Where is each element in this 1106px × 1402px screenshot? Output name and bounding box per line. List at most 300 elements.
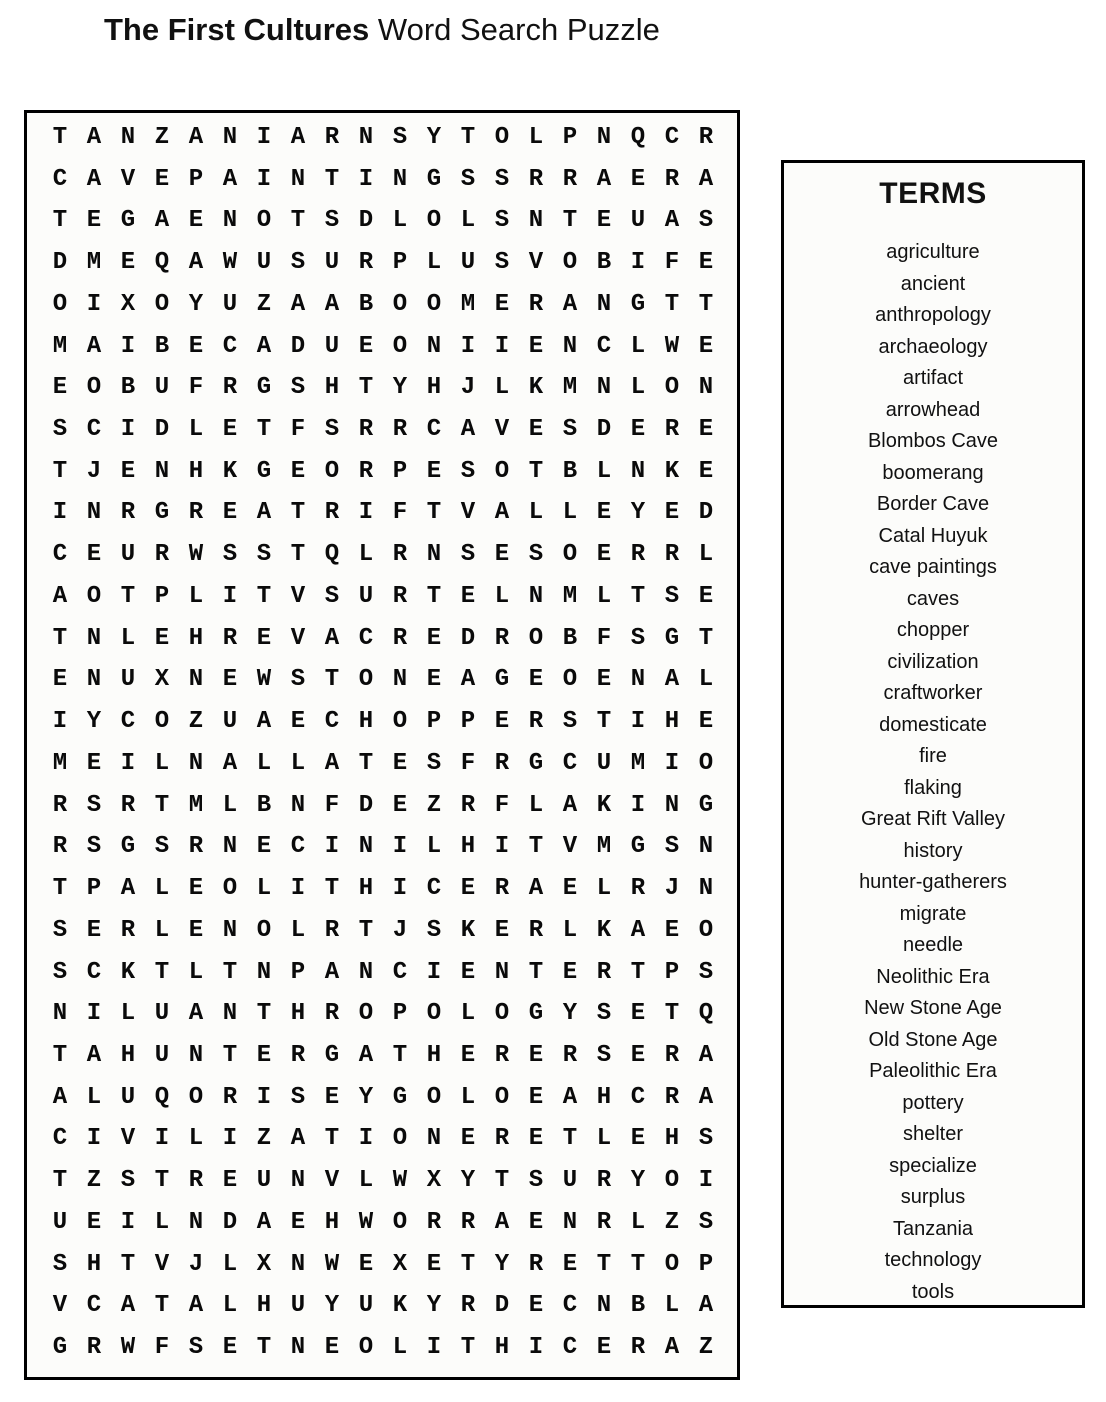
grid-cell: U	[222, 290, 238, 318]
grid-cell: H	[324, 374, 340, 402]
grid-cell: E	[528, 1083, 544, 1111]
grid-cell: B	[562, 624, 578, 652]
grid-cell: M	[596, 833, 612, 861]
grid-row	[43, 576, 723, 618]
grid-cell: I	[154, 1125, 170, 1153]
grid-row	[43, 1077, 723, 1119]
grid-cell: S	[52, 958, 68, 986]
grid-cell: E	[358, 1250, 374, 1278]
grid-cell: Y	[188, 290, 204, 318]
grid-cell: E	[290, 457, 306, 485]
letter-grid	[24, 110, 740, 1380]
grid-cell: E	[154, 624, 170, 652]
grid-cell: T	[154, 791, 170, 819]
grid-cell: S	[596, 1000, 612, 1028]
grid-cell: L	[86, 1083, 102, 1111]
grid-cell: A	[52, 582, 68, 610]
grid-cell: U	[120, 541, 136, 569]
grid-cell: A	[562, 290, 578, 318]
grid-cell: B	[596, 249, 612, 277]
grid-cell: L	[154, 749, 170, 777]
grid-cell: E	[324, 1334, 340, 1362]
grid-cell: Y	[358, 1083, 374, 1111]
grid-cell: L	[596, 875, 612, 903]
grid-cell: R	[358, 416, 374, 443]
grid-cell: U	[324, 249, 340, 277]
grid-cell: D	[290, 332, 306, 360]
grid-cell: D	[52, 249, 68, 277]
grid-cell: T	[52, 1042, 68, 1070]
grid-cell: E	[426, 1250, 442, 1278]
grid-cell: P	[392, 1000, 408, 1028]
grid-row	[43, 826, 723, 868]
grid-cell: R	[120, 499, 136, 527]
term-item: artifact	[902, 367, 964, 389]
grid-cell: H	[188, 457, 204, 485]
grid-cell: I	[698, 1167, 714, 1195]
term-item: craftworker	[883, 682, 983, 704]
grid-cell: E	[630, 1042, 646, 1070]
grid-cell: R	[290, 1042, 306, 1070]
grid-cell: I	[222, 582, 238, 610]
grid-row	[43, 367, 723, 409]
page-title	[104, 12, 660, 48]
grid-cell: S	[698, 1208, 714, 1236]
grid-cell: R	[392, 541, 408, 569]
grid-cell: N	[358, 833, 374, 861]
grid-cell: V	[52, 1292, 68, 1320]
grid-cell: E	[86, 1208, 102, 1236]
grid-cell: Z	[426, 791, 442, 819]
grid-cell: G	[698, 791, 714, 819]
grid-cell: G	[256, 374, 272, 402]
grid-cell: I	[494, 833, 510, 861]
grid-cell: E	[528, 416, 544, 443]
grid-cell: R	[494, 1125, 510, 1153]
grid-cell: H	[120, 1042, 136, 1070]
grid-cell: B	[358, 290, 374, 318]
grid-cell: Q	[154, 249, 170, 277]
grid-cell: E	[120, 249, 136, 277]
grid-cell: B	[630, 1292, 646, 1320]
grid-cell: C	[52, 1125, 68, 1153]
grid-cell: R	[562, 165, 578, 193]
grid-cell: S	[426, 916, 442, 944]
grid-cell: H	[86, 1250, 102, 1278]
grid-cell: R	[188, 833, 204, 861]
grid-cell: E	[222, 1334, 238, 1362]
grid-cell: N	[664, 791, 680, 819]
term-item: pottery	[902, 1091, 964, 1114]
grid-cell: L	[562, 499, 578, 527]
grid-cell: Z	[154, 123, 170, 151]
grid-cell: S	[494, 249, 510, 277]
grid-cell: E	[358, 332, 374, 360]
grid-cell: B	[256, 791, 272, 819]
grid-cell: E	[222, 666, 238, 694]
grid-cell: R	[562, 1042, 578, 1070]
grid-cell: E	[256, 1042, 272, 1070]
grid-cell: N	[562, 1208, 578, 1236]
grid-cell: F	[154, 1334, 170, 1362]
grid-cell: L	[120, 1000, 136, 1028]
grid-cell: E	[188, 875, 204, 903]
grid-row	[43, 1202, 723, 1244]
grid-cell: Y	[630, 499, 646, 527]
grid-cell: A	[664, 1334, 680, 1362]
grid-cell: D	[596, 416, 612, 443]
grid-cell: S	[324, 582, 340, 610]
term-item: agriculture	[886, 241, 980, 263]
grid-cell: V	[460, 499, 476, 527]
grid-cell: O	[426, 207, 442, 235]
grid-cell: R	[120, 916, 136, 944]
grid-cell: N	[188, 1208, 204, 1236]
grid-cell: K	[460, 916, 476, 944]
grid-cell: N	[426, 332, 442, 360]
grid-cell: O	[86, 582, 102, 610]
term-item: domesticate	[879, 713, 987, 736]
grid-cell: S	[86, 833, 102, 861]
grid-cell: T	[460, 1250, 476, 1278]
grid-cell: D	[358, 791, 374, 819]
grid-cell: G	[52, 1334, 68, 1362]
grid-cell: A	[120, 1292, 136, 1320]
term-item: shelter	[902, 1123, 964, 1145]
grid-cell: E	[630, 165, 646, 193]
grid-cell: R	[52, 791, 68, 819]
grid-cell: T	[120, 1250, 136, 1278]
grid-cell: P	[188, 165, 204, 193]
grid-cell: M	[52, 749, 68, 777]
grid-cell: R	[154, 541, 170, 569]
grid-cell: T	[52, 875, 68, 903]
grid-cell: R	[222, 374, 238, 402]
grid-cell: L	[664, 1292, 680, 1320]
grid-cell: S	[664, 582, 680, 610]
grid-cell: E	[698, 457, 714, 485]
grid-cell: I	[52, 708, 68, 736]
grid-cell: E	[188, 916, 204, 944]
grid-cell: D	[698, 499, 714, 527]
grid-cell: N	[358, 958, 374, 986]
grid-cell: N	[290, 1334, 306, 1362]
grid-cell: A	[256, 708, 272, 736]
grid-row	[43, 1244, 723, 1286]
grid-cell: A	[290, 1125, 306, 1153]
grid-cell: A	[120, 875, 136, 903]
grid-cell: S	[698, 1125, 714, 1153]
grid-cell: U	[154, 1042, 170, 1070]
grid-cell: L	[222, 791, 238, 819]
grid-cell: Y	[562, 1000, 578, 1028]
grid-cell: E	[86, 541, 102, 569]
grid-cell: N	[52, 1000, 68, 1028]
grid-cell: T	[460, 1334, 476, 1362]
grid-cell: Y	[630, 1167, 646, 1195]
grid-cell: N	[86, 666, 102, 694]
grid-cell: F	[392, 499, 408, 527]
term-item: archaeology	[878, 335, 988, 358]
grid-cell: N	[562, 332, 578, 360]
grid-cell: D	[222, 1208, 238, 1236]
grid-cell: E	[120, 457, 136, 485]
grid-cell: O	[562, 249, 578, 277]
grid-cell: R	[188, 499, 204, 527]
grid-cell: G	[392, 1083, 408, 1111]
grid-cell: T	[120, 582, 136, 610]
grid-cell: L	[188, 416, 204, 443]
grid-cell: O	[562, 666, 578, 694]
term-item: cave paintings	[869, 556, 997, 578]
grid-cell: Y	[86, 708, 102, 736]
page-title-bold: The First Cultures	[104, 12, 370, 47]
grid-cell: Y	[324, 1292, 340, 1320]
term-item: anthropology	[875, 304, 991, 326]
grid-cell: A	[256, 332, 272, 360]
grid-cell: T	[392, 1042, 408, 1070]
grid-cell: E	[494, 708, 510, 736]
grid-cell: A	[86, 165, 102, 193]
grid-cell: J	[188, 1250, 204, 1278]
grid-cell: E	[86, 916, 102, 944]
grid-cell: I	[290, 875, 306, 903]
grid-cell: P	[562, 123, 578, 151]
grid-cell: G	[528, 1000, 544, 1028]
grid-cell: A	[52, 1083, 68, 1111]
grid-cell: O	[392, 708, 408, 736]
grid-cell: L	[562, 916, 578, 944]
grid-cell: A	[188, 1000, 204, 1028]
grid-cell: S	[52, 1250, 68, 1278]
grid-cell: T	[562, 1125, 578, 1153]
grid-cell: F	[494, 791, 510, 819]
grid-cell: V	[290, 624, 306, 652]
grid-cell: C	[86, 958, 102, 986]
grid-row	[43, 1327, 723, 1369]
grid-cell: R	[392, 624, 408, 652]
grid-cell: G	[120, 207, 136, 235]
grid-cell: G	[494, 666, 510, 694]
grid-cell: O	[494, 1000, 510, 1028]
grid-cell: T	[664, 290, 680, 318]
grid-cell: S	[290, 249, 306, 277]
grid-cell: G	[120, 833, 136, 861]
term-item: civilization	[887, 650, 979, 673]
grid-cell: A	[562, 791, 578, 819]
grid-cell: U	[324, 332, 340, 360]
grid-row	[43, 117, 723, 159]
grid-cell: S	[596, 1042, 612, 1070]
grid-cell: U	[596, 749, 612, 777]
grid-row	[43, 242, 723, 284]
grid-cell: S	[664, 833, 680, 861]
grid-cell: A	[698, 1292, 714, 1320]
grid-cell: P	[154, 582, 170, 610]
grid-cell: Q	[324, 541, 340, 569]
terms-list	[784, 237, 1082, 1308]
grid-cell: U	[222, 708, 238, 736]
grid-cell: M	[460, 290, 476, 318]
grid-cell: A	[630, 916, 646, 944]
grid-cell: Y	[426, 123, 442, 151]
grid-cell: G	[324, 1042, 340, 1070]
grid-cell: N	[222, 833, 238, 861]
grid-cell: O	[256, 916, 272, 944]
term-item: needle	[902, 934, 964, 956]
grid-cell: G	[154, 499, 170, 527]
grid-cell: V	[120, 165, 136, 193]
grid-cell: O	[358, 666, 374, 694]
term-item: Neolithic Era	[876, 965, 990, 988]
grid-cell: M	[86, 249, 102, 277]
grid-row	[43, 993, 723, 1035]
grid-cell: W	[664, 332, 680, 360]
grid-cell: I	[120, 1208, 136, 1236]
grid-cell: I	[630, 249, 646, 277]
grid-cell: T	[426, 582, 442, 610]
grid-cell: L	[256, 749, 272, 777]
grid-cell: I	[460, 332, 476, 360]
grid-cell: X	[120, 290, 136, 318]
grid-cell: V	[154, 1250, 170, 1278]
grid-cell: U	[358, 582, 374, 610]
grid-cell: E	[528, 666, 544, 694]
grid-cell: E	[426, 666, 442, 694]
grid-cell: S	[188, 1334, 204, 1362]
grid-cell: R	[392, 416, 408, 443]
grid-cell: E	[494, 916, 510, 944]
grid-cell: L	[290, 916, 306, 944]
grid-cell: E	[528, 1292, 544, 1320]
grid-cell: I	[120, 416, 136, 443]
grid-cell: I	[392, 875, 408, 903]
grid-cell: R	[460, 791, 476, 819]
grid-cell: R	[528, 165, 544, 193]
grid-cell: T	[52, 1167, 68, 1195]
grid-cell: R	[494, 624, 510, 652]
grid-cell: O	[324, 457, 340, 485]
grid-cell: L	[256, 875, 272, 903]
grid-cell: S	[52, 916, 68, 944]
grid-cell: F	[664, 249, 680, 277]
grid-cell: G	[664, 624, 680, 652]
grid-cell: R	[596, 1167, 612, 1195]
grid-cell: O	[494, 457, 510, 485]
term-item: chopper	[896, 619, 970, 641]
grid-cell: Q	[630, 123, 646, 151]
grid-cell: E	[698, 582, 714, 610]
grid-cell: R	[120, 791, 136, 819]
grid-cell: E	[392, 791, 408, 819]
term-item: Tanzania	[892, 1217, 974, 1240]
grid-row	[43, 660, 723, 702]
grid-cell: J	[86, 457, 102, 485]
grid-cell: A	[324, 290, 340, 318]
grid-cell: E	[596, 666, 612, 694]
grid-cell: S	[324, 207, 340, 235]
grid-cell: O	[494, 123, 510, 151]
grid-cell: N	[426, 1125, 442, 1153]
grid-cell: R	[664, 1042, 680, 1070]
grid-cell: O	[256, 207, 272, 235]
grid-cell: C	[120, 708, 136, 736]
grid-cell: L	[188, 582, 204, 610]
grid-cell: I	[120, 332, 136, 360]
grid-cell: E	[698, 416, 714, 443]
grid-cell: T	[52, 457, 68, 485]
grid-cell: R	[630, 1334, 646, 1362]
grid-cell: T	[528, 833, 544, 861]
grid-cell: N	[290, 165, 306, 193]
grid-cell: C	[426, 416, 442, 443]
term-item: New Stone Age	[864, 997, 1002, 1019]
term-item: surplus	[900, 1186, 966, 1208]
grid-cell: N	[596, 290, 612, 318]
grid-row	[43, 1119, 723, 1161]
grid-cell: M	[188, 791, 204, 819]
grid-cell: N	[596, 1292, 612, 1320]
grid-cell: I	[392, 833, 408, 861]
grid-cell: P	[698, 1250, 714, 1278]
grid-row	[43, 159, 723, 201]
grid-cell: A	[698, 1042, 714, 1070]
grid-cell: T	[154, 1167, 170, 1195]
grid-cell: T	[222, 958, 238, 986]
grid-cell: A	[324, 624, 340, 652]
grid-cell: H	[596, 1083, 612, 1111]
grid-cell: B	[154, 332, 170, 360]
grid-cell: C	[562, 1334, 578, 1362]
grid-cell: A	[256, 499, 272, 527]
grid-cell: E	[630, 416, 646, 443]
grid-cell: J	[392, 916, 408, 944]
grid-cell: L	[698, 541, 714, 569]
grid-cell: D	[358, 207, 374, 235]
grid-cell: N	[528, 582, 544, 610]
grid-cell: K	[596, 916, 612, 944]
grid-cell: H	[324, 1208, 340, 1236]
grid-cell: T	[698, 624, 714, 652]
grid-cell: O	[358, 1000, 374, 1028]
grid-cell: O	[426, 1000, 442, 1028]
grid-cell: O	[426, 290, 442, 318]
grid-cell: O	[86, 374, 102, 402]
grid-cell: L	[154, 1208, 170, 1236]
grid-cell: L	[596, 457, 612, 485]
grid-cell: I	[426, 958, 442, 986]
grid-cell: S	[698, 207, 714, 235]
grid-cell: C	[86, 1292, 102, 1320]
grid-cell: L	[596, 1125, 612, 1153]
grid-cell: U	[562, 1167, 578, 1195]
grid-cell: N	[494, 958, 510, 986]
grid-cell: E	[596, 207, 612, 235]
grid-cell: O	[494, 1083, 510, 1111]
grid-cell: U	[630, 207, 646, 235]
terms-panel	[781, 160, 1085, 1308]
grid-cell: E	[256, 624, 272, 652]
grid-cell: O	[664, 374, 680, 402]
grid-cell: T	[358, 374, 374, 402]
grid-cell: H	[290, 1000, 306, 1028]
grid-cell: R	[460, 1208, 476, 1236]
grid-cell: C	[562, 749, 578, 777]
grid-cell: Q	[154, 1083, 170, 1111]
grid-cell: C	[52, 165, 68, 193]
grid-cell: K	[392, 1292, 408, 1320]
grid-cell: P	[664, 958, 680, 986]
